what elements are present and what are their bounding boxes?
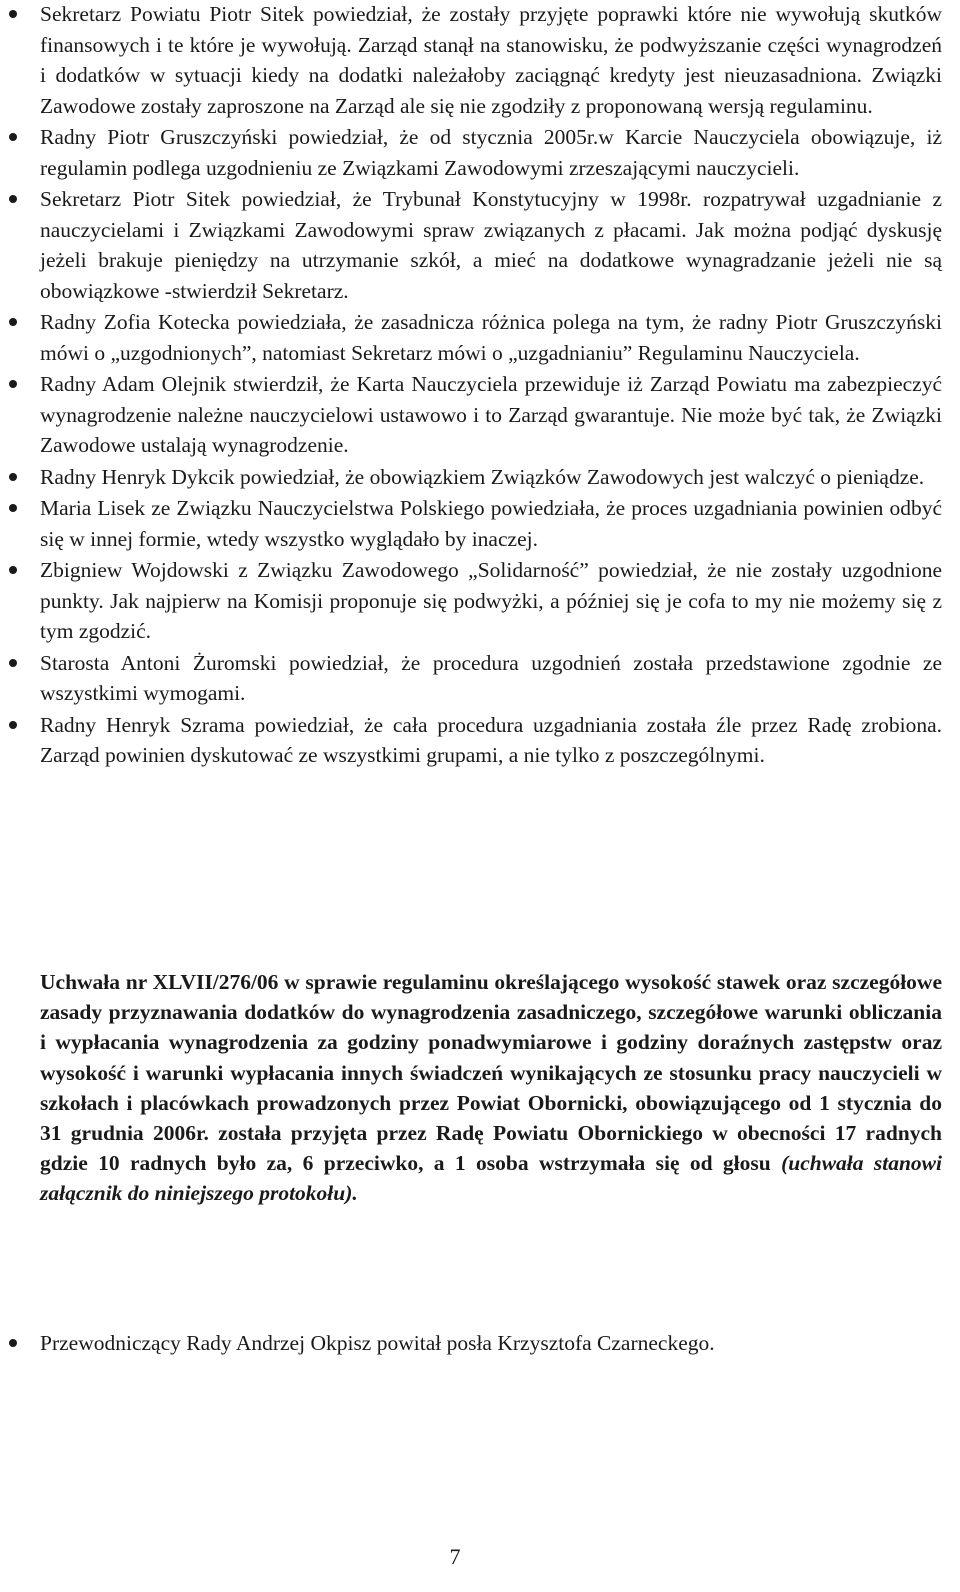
bullet-icon	[9, 721, 17, 729]
statements-list	[40, 0, 942, 772]
bullet-icon	[9, 380, 17, 388]
bullet-icon	[9, 133, 17, 141]
list-item-text: Sekretarz Piotr Sitek powiedział, że Trybunał Konstytucyjny w 1998r. rozpatrywał uzgadnianie z nauczycielami i Związkami Zawodowymi spraw związanych z płacami. Jak można podjąć dyskusję jeżeli brakuje pieniędzy na utrzymanie szkół, a mieć na dodatkowe wynagradzanie jeżeli nie są obowiązkowe -stwierdził Sekretarz.	[40, 187, 942, 303]
list-item-text: Radny Piotr Gruszczyński powiedział, że od stycznia 2005r.w Karcie Nauczyciela obowiązuje, iż regulamin podlega uzgodnieniu ze Związkami Zawodowymi zrzeszającymi nauczycieli.	[40, 125, 942, 180]
list-item-text: Starosta Antoni Żuromski powiedział, że procedura uzgodnień została przedstawione zgodnie ze wszystkimi wymogami.	[40, 650, 942, 705]
bullet-icon	[9, 1339, 17, 1347]
bullet-icon	[9, 566, 17, 574]
bullet-icon	[9, 10, 17, 18]
page-number: 7	[449, 1544, 461, 1569]
list-item	[40, 462, 942, 493]
list-item-text: Sekretarz Powiatu Piotr Sitek powiedział, że zostały przyjęte poprawki które nie wywołują skutków finansowych i te które je wywołują. Zarząd stanął na stanowisku, że podwyższanie części wynagrodzeń i dodatków w sytuacji kiedy na dodatki należałoby zaciągnąć kredyty jest nieuzasadniona. Związki Zawodowe zostały zaproszone na Zarząd ale się nie zgodziły z proponowaną wersją regulaminu.	[40, 2, 942, 118]
list-item	[40, 122, 942, 183]
bullet-icon	[9, 318, 17, 326]
list-item	[40, 555, 942, 647]
final-statements-list	[40, 1328, 942, 1359]
list-item-text: Maria Lisek ze Związku Nauczycielstwa Polskiego powiedziała, że proces uzgadniania powinien odbyć się w innej formie, wtedy wszystko wyglądało by inaczej.	[40, 496, 942, 551]
list-item	[40, 493, 942, 554]
bullet-icon	[9, 195, 17, 203]
list-item	[40, 1328, 942, 1359]
list-item	[40, 184, 942, 306]
list-item-text: Radny Henryk Szrama powiedział, że cała procedura uzgadniania została źle przez Radę zrobiona. Zarząd powinien dyskutować ze wszystkimi grupami, a nie tylko z poszczególnymi.	[40, 712, 942, 767]
bullet-icon	[9, 504, 17, 512]
list-item-text: Zbigniew Wojdowski z Związku Zawodowego „Solidarność” powiedział, że nie zostały uzgodnione punkty. Jak najpierw na Komisji proponuje się podwyżki, a później się je cofa to my nie możemy się z tym zgodzić.	[40, 558, 942, 643]
list-item-text: Przewodniczący Rady Andrzej Okpisz powitał posła Krzysztofa Czarneckego.	[40, 1331, 715, 1355]
bullet-icon	[9, 473, 17, 481]
bullet-icon	[9, 659, 17, 667]
list-item-text: Radny Adam Olejnik stwierdził, że Karta Nauczyciela przewiduje iż Zarząd Powiatu ma zabezpieczyć wynagrodzenie należne nauczycielowi ustawowo i to Zarząd gwarantuje. Nie może być tak, że Związki Zawodowe ustalają wynagrodzenie.	[40, 372, 942, 457]
list-item	[40, 307, 942, 368]
list-item	[40, 710, 942, 771]
list-item	[40, 369, 942, 461]
list-item	[40, 648, 942, 709]
resolution-note: (uchwała stanowi załącznik do niniejszego protokołu).	[40, 1151, 942, 1206]
list-item	[40, 0, 942, 121]
list-item-text: Radny Henryk Dykcik powiedział, że obowiązkiem Związków Zawodowych jest walczyć o pieniądze.	[40, 464, 925, 489]
resolution-text: Uchwała nr XLVII/276/06 w sprawie regulaminu określającego wysokość stawek oraz szczegółowe zasady przyznawania dodatków do wynagrodzenia zasadniczego, szczegółowe warunki obliczania i wypłacania wynagrodzenia za godziny ponadwymiarowe i godziny doraźnych zastępstw oraz wysokość i warunki wypłacania innych świadczeń wynikających ze stosunku pracy nauczycieli w szkołach i placówkach prowadzonych przez Powiat Obornicki, obowiązującego od 1 stycznia do 31 grudnia 2006r. została przyjęta przez Radę Powiatu Obornickiego w obecności 17 radnych gdzie 10 radnych było za, 6 przeciwko, a 1 osoba wstrzymała się od głosu	[40, 970, 942, 1176]
list-item-text: Radny Zofia Kotecka powiedziała, że zasadnicza różnica polega na tym, że radny Piotr Gruszczyński mówi o „uzgodnionych”, natomiast Sekretarz mówi o „uzgadnianiu” Regulaminu Nauczyciela.	[40, 310, 942, 365]
resolution-paragraph	[40, 967, 942, 1209]
